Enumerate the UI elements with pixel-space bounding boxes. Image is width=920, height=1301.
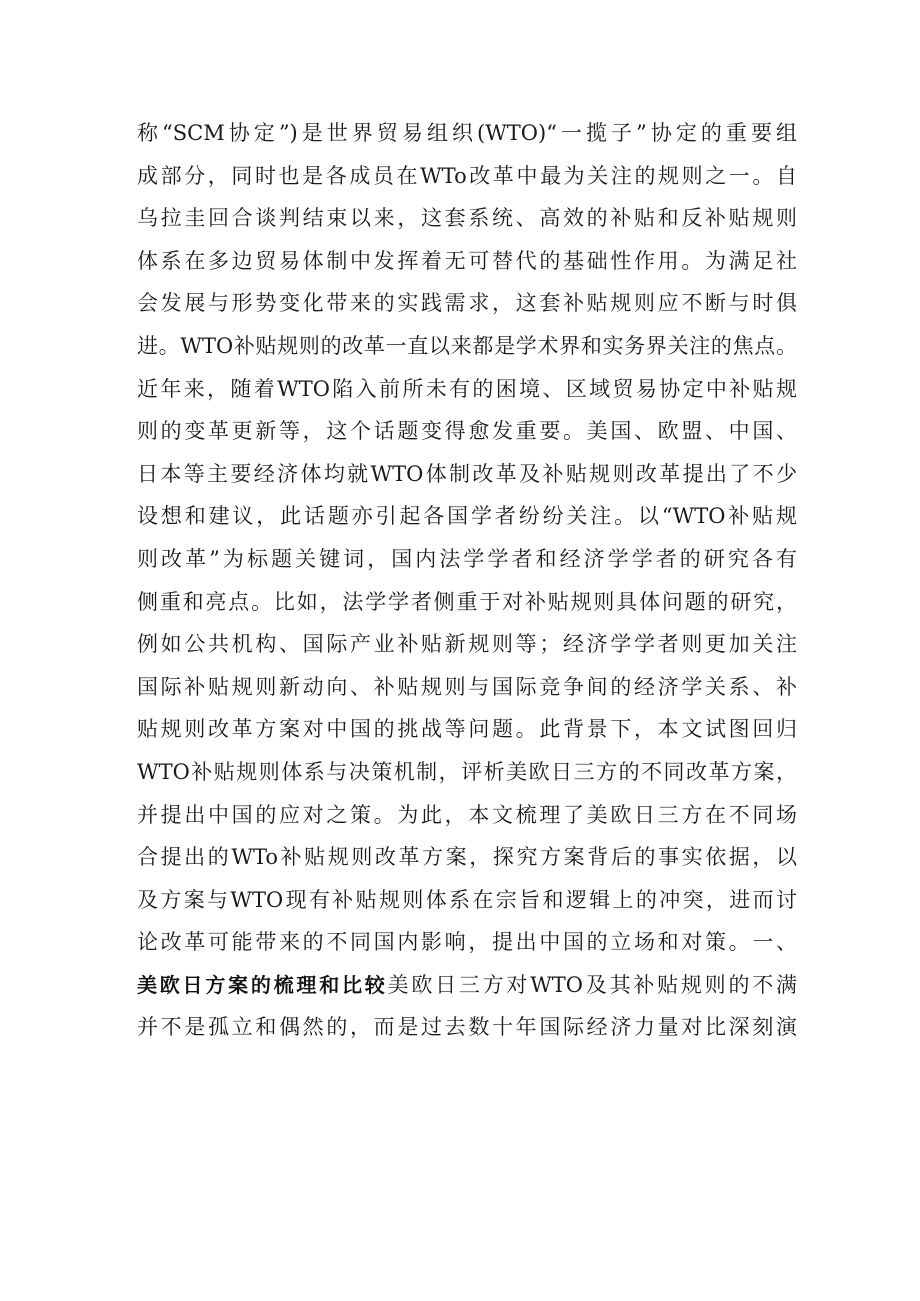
heading-line xyxy=(137,964,797,1007)
text-line: 并不是孤立和偶然的，而是过去数十年国际经济力量对比深刻演 xyxy=(137,1015,797,1040)
text-line: 贴规则改革方案对中国的挑战等问题。此背景下，本文试图回归 xyxy=(137,717,797,742)
section-heading: 美欧日方案的梳理和比较 xyxy=(137,972,388,997)
text-line: 国际补贴规则新动向、补贴规则与国际竞争间的经济学关系、补 xyxy=(137,674,797,699)
text-line: 设想和建议，此话题亦引起各国学者纷纷关注。以“WTO补贴规 xyxy=(137,504,797,529)
text-line: 及方案与WTO现有补贴规则体系在宗旨和逻辑上的冲突，进而讨 xyxy=(137,887,797,912)
text-line: 合提出的WTo补贴规则改革方案，探究方案背后的事实依据，以 xyxy=(137,845,797,870)
text-line: 成部分，同时也是各成员在WTo改革中最为关注的规则之一。自 xyxy=(137,163,797,188)
text-line: 会发展与形势变化带来的实践需求，这套补贴规则应不断与时俱 xyxy=(137,291,797,316)
text-line: WTO补贴规则体系与决策机制，评析美欧日三方的不同改革方案， xyxy=(137,759,797,784)
text-line: 则改革”为标题关键词，国内法学学者和经济学学者的研究各有 xyxy=(137,546,797,571)
text-line: 例如公共机构、国际产业补贴新规则等；经济学学者则更加关注 xyxy=(137,632,797,657)
text-line: 并提出中国的应对之策。为此，本文梳理了美欧日三方在不同场 xyxy=(137,802,797,827)
heading-continuation-text: 美欧日三方对WTO及其补贴规则的不满 xyxy=(387,972,797,997)
text-line: 则的变革更新等，这个话题变得愈发重要。美国、欧盟、中国、 xyxy=(137,419,797,444)
text-line: 乌拉圭回合谈判结束以来，这套系统、高效的补贴和反补贴规则 xyxy=(137,206,797,231)
text-line: 体系在多边贸易体制中发挥着无可替代的基础性作用。为满足社 xyxy=(137,248,797,273)
text-line: 论改革可能带来的不同国内影响，提出中国的立场和对策。一、 xyxy=(137,930,797,955)
text-line: 称“SCM协定”)是世界贸易组织(WTO)“一揽子”协定的重要组 xyxy=(137,121,797,145)
text-line: 日本等主要经济体均就WTO体制改革及补贴规则改革提出了不少 xyxy=(137,461,797,486)
text-line: 近年来，随着WTO陷入前所未有的困境、区域贸易协定中补贴规 xyxy=(137,376,797,401)
text-line: 侧重和亮点。比如，法学学者侧重于对补贴规则具体问题的研究， xyxy=(137,589,797,614)
text-line: 进。WTO补贴规则的改革一直以来都是学术界和实务界关注的焦点。 xyxy=(137,333,797,358)
body-text xyxy=(137,112,797,1049)
